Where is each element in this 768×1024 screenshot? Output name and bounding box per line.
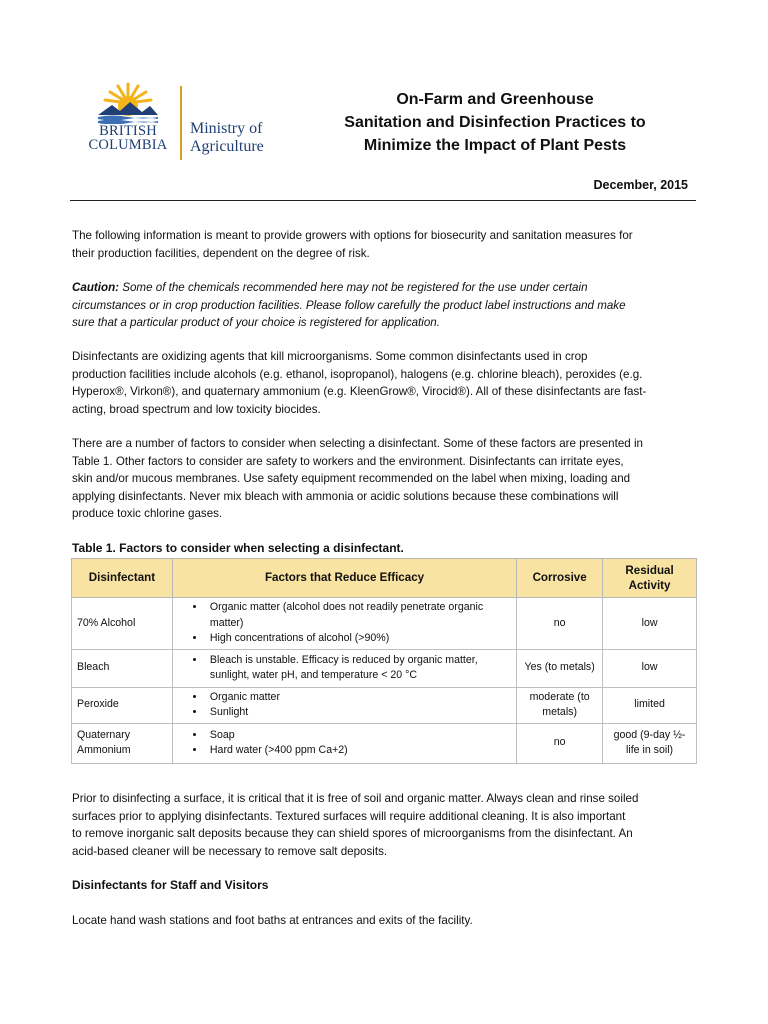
residual-cell: low	[603, 598, 697, 650]
disinfectant-factors-table	[71, 558, 697, 764]
factors-cell	[172, 598, 516, 650]
disinfectant-name: Peroxide	[72, 687, 173, 723]
bc-sun-mountains-icon	[96, 82, 160, 124]
factors-cell	[172, 687, 516, 723]
disinfectants-paragraph: Disinfectants are oxidizing agents that kill microorganisms. Some common disinfectants used in crop production facilities include alcohols (e.g. ethanol, isopropanol), halogens (e.g. chlorine bleach), peroxides (e.g. Hyperox®, Virkon®), and quaternary ammonium (e.g. KleenGrow®, Virocid®). All of these disinfectants are fast- acting, broad spectrum and low toxicity biocides.	[72, 350, 647, 416]
ministry-name: Ministry of Agriculture	[190, 120, 264, 155]
section-heading-staff: Disinfectants for Staff and Visitors	[72, 878, 269, 892]
col-header-factors: Factors that Reduce Efficacy	[172, 559, 516, 598]
factor-item: • Organic matter (alcohol does not readily penetrate organic matter)	[206, 600, 511, 631]
col-header-disinfectant: Disinfectant	[72, 559, 173, 598]
factor-item: • High concentrations of alcohol (>90%)	[206, 631, 511, 647]
factors-cell	[172, 649, 516, 687]
disinfectant-name: Quaternary Ammonium	[72, 723, 173, 763]
factor-item: • Soap	[206, 728, 511, 744]
factor-item: • Bleach is unstable. Efficacy is reduced by organic matter, sunlight, water pH, and temperature < 20 °C	[206, 653, 511, 684]
staff-paragraph: Locate hand wash stations and foot baths at entrances and exits of the facility.	[72, 914, 473, 927]
disinfectant-name: Bleach	[72, 649, 173, 687]
factor-item: • Sunlight	[206, 705, 511, 721]
table-row	[72, 687, 697, 723]
residual-cell: low	[603, 649, 697, 687]
table-row	[72, 598, 697, 650]
corrosive-cell: moderate (to metals)	[517, 687, 603, 723]
col-header-residual: Residual Activity	[603, 559, 697, 598]
logo-divider	[180, 86, 182, 160]
factor-item: • Organic matter	[206, 690, 511, 706]
corrosive-cell: no	[517, 723, 603, 763]
cleaning-paragraph: Prior to disinfecting a surface, it is critical that it is free of soil and organic matter. Always clean and rinse soiled surfaces prior to applying disinfectants. Textured surfaces will require additional cleaning. It is also important to remove inorganic salt deposits because they can shield spores of microorganisms from the disinfectant. An acid-based cleaner will be necessary to remove salt deposits.	[72, 792, 639, 858]
intro-paragraph: The following information is meant to provide growers with options for biosecurity and sanitation measures for their production facilities, dependent on the degree of risk.	[72, 229, 633, 260]
bc-wordmark: BRITISH COLUMBIA	[88, 123, 168, 153]
disinfectant-name: 70% Alcohol	[72, 598, 173, 650]
table-header-row	[72, 559, 697, 598]
table-row	[72, 649, 697, 687]
caution-label: Caution:	[72, 281, 120, 294]
table-row	[72, 723, 697, 763]
corrosive-cell: Yes (to metals)	[517, 649, 603, 687]
factor-item: • Hard water (>400 ppm Ca+2)	[206, 743, 511, 759]
document-date: December, 2015	[593, 178, 688, 192]
factors-paragraph: There are a number of factors to consider when selecting a disinfectant. Some of these factors are presented in Table 1. Other factors to consider are safety to workers and the environment. Disinfectants can irritate eyes, skin and/or mucous membranes. Use safety equipment recommended on the label when mixing, loading and applying disinfectants. Never mix bleach with ammonia or acidic solutions because these combinations will produce toxic chlorine gases.	[72, 437, 643, 521]
table-caption: Table 1. Factors to consider when selecting a disinfectant.	[72, 541, 404, 555]
residual-cell: good (9-day ½-life in soil)	[603, 723, 697, 763]
residual-cell: limited	[603, 687, 697, 723]
factors-cell	[172, 723, 516, 763]
document-title: On-Farm and Greenhouse Sanitation and Disinfection Practices to Minimize the Impact of Plant Pests	[344, 91, 646, 154]
caution-paragraph: Caution: Some of the chemicals recommended here may not be registered for the use under certain circumstances or in crop production facilities. Please follow carefully the product label instructions and make sure that a particular product of your choice is registered for application.	[72, 281, 626, 330]
bc-government-logo	[88, 82, 278, 162]
corrosive-cell: no	[517, 598, 603, 650]
header-divider	[70, 200, 696, 201]
col-header-corrosive: Corrosive	[517, 559, 603, 598]
